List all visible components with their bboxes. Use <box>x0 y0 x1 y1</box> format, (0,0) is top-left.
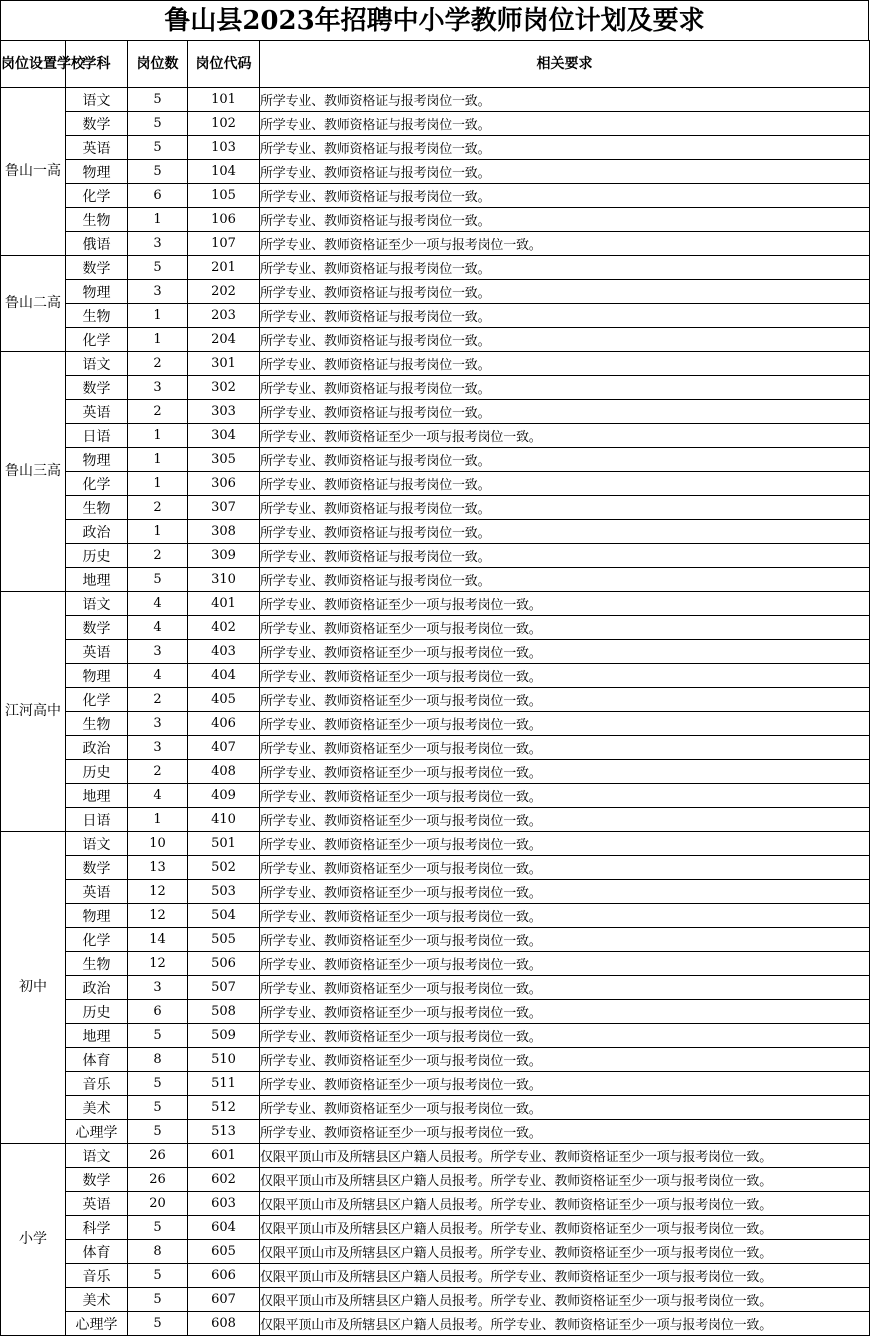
table-row <box>1 1288 870 1312</box>
table-row <box>1 808 870 832</box>
position-count-cell: 5 <box>128 1312 188 1336</box>
subject-cell: 物理 <box>66 448 128 472</box>
position-code-cell: 305 <box>188 448 260 472</box>
requirement-cell: 所学专业、教师资格证至少一项与报考岗位一致。 <box>260 880 870 904</box>
subject-cell: 数学 <box>66 616 128 640</box>
position-code-cell: 309 <box>188 544 260 568</box>
subject-cell: 日语 <box>66 424 128 448</box>
subject-cell: 体育 <box>66 1240 128 1264</box>
table-row <box>1 784 870 808</box>
position-code-cell: 509 <box>188 1024 260 1048</box>
subject-cell: 政治 <box>66 976 128 1000</box>
position-count-cell: 3 <box>128 640 188 664</box>
position-count-cell: 1 <box>128 808 188 832</box>
requirement-cell: 所学专业、教师资格证与报考岗位一致。 <box>260 160 870 184</box>
position-code-cell: 401 <box>188 592 260 616</box>
position-count-cell: 4 <box>128 592 188 616</box>
subject-cell: 化学 <box>66 688 128 712</box>
position-code-cell: 608 <box>188 1312 260 1336</box>
requirement-cell: 所学专业、教师资格证至少一项与报考岗位一致。 <box>260 736 870 760</box>
subject-cell: 语文 <box>66 352 128 376</box>
subject-cell: 化学 <box>66 928 128 952</box>
school-cell: 初中 <box>1 832 66 1144</box>
table-row <box>1 328 870 352</box>
requirement-cell: 所学专业、教师资格证至少一项与报考岗位一致。 <box>260 712 870 736</box>
table-row <box>1 1000 870 1024</box>
requirement-cell: 所学专业、教师资格证与报考岗位一致。 <box>260 208 870 232</box>
table-body <box>1 88 870 1336</box>
position-count-cell: 3 <box>128 280 188 304</box>
subject-cell: 物理 <box>66 160 128 184</box>
requirement-cell: 仅限平顶山市及所辖县区户籍人员报考。所学专业、教师资格证至少一项与报考岗位一致。 <box>260 1288 870 1312</box>
subject-cell: 化学 <box>66 328 128 352</box>
requirement-cell: 所学专业、教师资格证至少一项与报考岗位一致。 <box>260 976 870 1000</box>
subject-cell: 地理 <box>66 568 128 592</box>
requirement-cell: 所学专业、教师资格证至少一项与报考岗位一致。 <box>260 928 870 952</box>
table-row <box>1 616 870 640</box>
position-count-cell: 1 <box>128 208 188 232</box>
requirement-cell: 所学专业、教师资格证与报考岗位一致。 <box>260 88 870 112</box>
subject-cell: 物理 <box>66 280 128 304</box>
table-row <box>1 400 870 424</box>
requirement-cell: 所学专业、教师资格证与报考岗位一致。 <box>260 400 870 424</box>
position-code-cell: 410 <box>188 808 260 832</box>
position-count-cell: 5 <box>128 136 188 160</box>
position-count-cell: 5 <box>128 1072 188 1096</box>
requirement-cell: 所学专业、教师资格证至少一项与报考岗位一致。 <box>260 784 870 808</box>
subject-cell: 语文 <box>66 88 128 112</box>
table-row <box>1 448 870 472</box>
position-code-cell: 501 <box>188 832 260 856</box>
requirement-cell: 所学专业、教师资格证至少一项与报考岗位一致。 <box>260 232 870 256</box>
position-count-cell: 1 <box>128 448 188 472</box>
requirement-cell: 所学专业、教师资格证至少一项与报考岗位一致。 <box>260 760 870 784</box>
subject-cell: 生物 <box>66 712 128 736</box>
subject-cell: 数学 <box>66 1168 128 1192</box>
requirement-cell: 所学专业、教师资格证至少一项与报考岗位一致。 <box>260 856 870 880</box>
position-count-cell: 6 <box>128 1000 188 1024</box>
school-cell: 鲁山一高 <box>1 88 66 256</box>
position-code-cell: 302 <box>188 376 260 400</box>
requirement-cell: 所学专业、教师资格证至少一项与报考岗位一致。 <box>260 592 870 616</box>
position-count-cell: 1 <box>128 472 188 496</box>
table-row <box>1 136 870 160</box>
position-code-cell: 103 <box>188 136 260 160</box>
position-count-cell: 2 <box>128 400 188 424</box>
requirement-cell: 仅限平顶山市及所辖县区户籍人员报考。所学专业、教师资格证至少一项与报考岗位一致。 <box>260 1240 870 1264</box>
position-count-cell: 5 <box>128 160 188 184</box>
requirement-cell: 所学专业、教师资格证至少一项与报考岗位一致。 <box>260 664 870 688</box>
position-count-cell: 26 <box>128 1144 188 1168</box>
position-count-cell: 2 <box>128 352 188 376</box>
position-count-cell: 1 <box>128 520 188 544</box>
requirement-cell: 仅限平顶山市及所辖县区户籍人员报考。所学专业、教师资格证至少一项与报考岗位一致。 <box>260 1192 870 1216</box>
table-row <box>1 208 870 232</box>
table-row <box>1 712 870 736</box>
position-count-cell: 2 <box>128 544 188 568</box>
subject-cell: 化学 <box>66 184 128 208</box>
requirement-cell: 仅限平顶山市及所辖县区户籍人员报考。所学专业、教师资格证至少一项与报考岗位一致。 <box>260 1312 870 1336</box>
requirement-cell: 仅限平顶山市及所辖县区户籍人员报考。所学专业、教师资格证至少一项与报考岗位一致。 <box>260 1216 870 1240</box>
school-cell: 江河高中 <box>1 592 66 832</box>
table-row <box>1 280 870 304</box>
table-row <box>1 1240 870 1264</box>
table-row <box>1 1024 870 1048</box>
subject-cell: 数学 <box>66 256 128 280</box>
position-count-cell: 3 <box>128 232 188 256</box>
position-code-cell: 403 <box>188 640 260 664</box>
subject-cell: 科学 <box>66 1216 128 1240</box>
position-code-cell: 407 <box>188 736 260 760</box>
position-code-cell: 307 <box>188 496 260 520</box>
table-row <box>1 424 870 448</box>
position-count-cell: 10 <box>128 832 188 856</box>
position-count-cell: 14 <box>128 928 188 952</box>
requirement-cell: 所学专业、教师资格证至少一项与报考岗位一致。 <box>260 808 870 832</box>
position-count-cell: 4 <box>128 616 188 640</box>
position-code-cell: 507 <box>188 976 260 1000</box>
subject-cell: 语文 <box>66 832 128 856</box>
position-count-cell: 8 <box>128 1048 188 1072</box>
page-title: 鲁山县2023年招聘中小学教师岗位计划及要求 <box>0 0 869 40</box>
position-count-cell: 5 <box>128 1216 188 1240</box>
requirement-cell: 所学专业、教师资格证至少一项与报考岗位一致。 <box>260 1000 870 1024</box>
table-row <box>1 1144 870 1168</box>
subject-cell: 历史 <box>66 760 128 784</box>
requirement-cell: 所学专业、教师资格证至少一项与报考岗位一致。 <box>260 616 870 640</box>
subject-cell: 美术 <box>66 1288 128 1312</box>
position-count-cell: 5 <box>128 88 188 112</box>
position-code-cell: 406 <box>188 712 260 736</box>
position-code-cell: 510 <box>188 1048 260 1072</box>
table-row <box>1 232 870 256</box>
table-row <box>1 904 870 928</box>
requirement-cell: 所学专业、教师资格证至少一项与报考岗位一致。 <box>260 1120 870 1144</box>
requirement-cell: 所学专业、教师资格证与报考岗位一致。 <box>260 136 870 160</box>
requirement-cell: 所学专业、教师资格证与报考岗位一致。 <box>260 280 870 304</box>
recruitment-table <box>0 40 870 1336</box>
subject-cell: 化学 <box>66 472 128 496</box>
subject-cell: 政治 <box>66 520 128 544</box>
table-row <box>1 880 870 904</box>
subject-cell: 政治 <box>66 736 128 760</box>
requirement-cell: 所学专业、教师资格证至少一项与报考岗位一致。 <box>260 424 870 448</box>
position-code-cell: 102 <box>188 112 260 136</box>
position-code-cell: 513 <box>188 1120 260 1144</box>
position-count-cell: 4 <box>128 784 188 808</box>
position-count-cell: 5 <box>128 1288 188 1312</box>
position-count-cell: 3 <box>128 736 188 760</box>
requirement-cell: 所学专业、教师资格证与报考岗位一致。 <box>260 256 870 280</box>
subject-cell: 音乐 <box>66 1072 128 1096</box>
subject-cell: 英语 <box>66 880 128 904</box>
header-count: 岗位数 <box>128 41 188 88</box>
table-row <box>1 472 870 496</box>
subject-cell: 生物 <box>66 208 128 232</box>
requirement-cell: 所学专业、教师资格证至少一项与报考岗位一致。 <box>260 1096 870 1120</box>
requirement-cell: 仅限平顶山市及所辖县区户籍人员报考。所学专业、教师资格证至少一项与报考岗位一致。 <box>260 1168 870 1192</box>
position-count-cell: 5 <box>128 256 188 280</box>
requirement-cell: 所学专业、教师资格证至少一项与报考岗位一致。 <box>260 1072 870 1096</box>
position-count-cell: 5 <box>128 112 188 136</box>
table-row <box>1 856 870 880</box>
header-school: 岗位设置学校 <box>1 41 66 88</box>
position-code-cell: 606 <box>188 1264 260 1288</box>
subject-cell: 英语 <box>66 400 128 424</box>
requirement-cell: 所学专业、教师资格证与报考岗位一致。 <box>260 352 870 376</box>
table-row <box>1 1120 870 1144</box>
table-row <box>1 976 870 1000</box>
table-row <box>1 592 870 616</box>
position-count-cell: 8 <box>128 1240 188 1264</box>
position-count-cell: 4 <box>128 664 188 688</box>
requirement-cell: 所学专业、教师资格证至少一项与报考岗位一致。 <box>260 832 870 856</box>
position-code-cell: 508 <box>188 1000 260 1024</box>
subject-cell: 体育 <box>66 1048 128 1072</box>
position-code-cell: 301 <box>188 352 260 376</box>
requirement-cell: 所学专业、教师资格证至少一项与报考岗位一致。 <box>260 1048 870 1072</box>
header-code: 岗位代码 <box>188 41 260 88</box>
subject-cell: 英语 <box>66 136 128 160</box>
subject-cell: 语文 <box>66 1144 128 1168</box>
position-count-cell: 1 <box>128 328 188 352</box>
subject-cell: 语文 <box>66 592 128 616</box>
position-code-cell: 104 <box>188 160 260 184</box>
position-code-cell: 202 <box>188 280 260 304</box>
subject-cell: 地理 <box>66 784 128 808</box>
requirement-cell: 所学专业、教师资格证与报考岗位一致。 <box>260 112 870 136</box>
requirement-cell: 所学专业、教师资格证与报考岗位一致。 <box>260 496 870 520</box>
requirement-cell: 仅限平顶山市及所辖县区户籍人员报考。所学专业、教师资格证至少一项与报考岗位一致。 <box>260 1144 870 1168</box>
position-code-cell: 107 <box>188 232 260 256</box>
position-code-cell: 306 <box>188 472 260 496</box>
table-row <box>1 88 870 112</box>
requirement-cell: 所学专业、教师资格证至少一项与报考岗位一致。 <box>260 904 870 928</box>
subject-cell: 物理 <box>66 664 128 688</box>
table-row <box>1 688 870 712</box>
header-requirement: 相关要求 <box>260 41 870 88</box>
table-row <box>1 352 870 376</box>
subject-cell: 英语 <box>66 640 128 664</box>
subject-cell: 日语 <box>66 808 128 832</box>
school-cell: 鲁山二高 <box>1 256 66 352</box>
subject-cell: 地理 <box>66 1024 128 1048</box>
subject-cell: 俄语 <box>66 232 128 256</box>
table-row <box>1 1072 870 1096</box>
position-code-cell: 504 <box>188 904 260 928</box>
school-cell: 小学 <box>1 1144 66 1336</box>
table-row <box>1 1192 870 1216</box>
position-code-cell: 603 <box>188 1192 260 1216</box>
position-code-cell: 511 <box>188 1072 260 1096</box>
position-count-cell: 1 <box>128 304 188 328</box>
position-count-cell: 13 <box>128 856 188 880</box>
position-count-cell: 5 <box>128 1024 188 1048</box>
position-code-cell: 204 <box>188 328 260 352</box>
table-row <box>1 1168 870 1192</box>
position-code-cell: 601 <box>188 1144 260 1168</box>
position-code-cell: 409 <box>188 784 260 808</box>
table-row <box>1 928 870 952</box>
subject-cell: 物理 <box>66 904 128 928</box>
table-row <box>1 376 870 400</box>
subject-cell: 生物 <box>66 952 128 976</box>
position-count-cell: 3 <box>128 976 188 1000</box>
position-code-cell: 405 <box>188 688 260 712</box>
subject-cell: 心理学 <box>66 1120 128 1144</box>
requirement-cell: 所学专业、教师资格证至少一项与报考岗位一致。 <box>260 1024 870 1048</box>
requirement-cell: 所学专业、教师资格证至少一项与报考岗位一致。 <box>260 688 870 712</box>
requirement-cell: 所学专业、教师资格证与报考岗位一致。 <box>260 448 870 472</box>
position-count-cell: 2 <box>128 496 188 520</box>
requirement-cell: 所学专业、教师资格证与报考岗位一致。 <box>260 304 870 328</box>
position-code-cell: 106 <box>188 208 260 232</box>
position-code-cell: 101 <box>188 88 260 112</box>
table-row <box>1 160 870 184</box>
position-count-cell: 2 <box>128 688 188 712</box>
requirement-cell: 所学专业、教师资格证至少一项与报考岗位一致。 <box>260 640 870 664</box>
table-row <box>1 736 870 760</box>
subject-cell: 音乐 <box>66 1264 128 1288</box>
position-code-cell: 404 <box>188 664 260 688</box>
position-code-cell: 604 <box>188 1216 260 1240</box>
position-code-cell: 605 <box>188 1240 260 1264</box>
requirement-cell: 所学专业、教师资格证与报考岗位一致。 <box>260 568 870 592</box>
requirement-cell: 所学专业、教师资格证与报考岗位一致。 <box>260 544 870 568</box>
header-subject: 学科 <box>66 41 128 88</box>
table-row <box>1 760 870 784</box>
table-header-row <box>1 41 870 88</box>
position-count-cell: 5 <box>128 1120 188 1144</box>
requirement-cell: 所学专业、教师资格证与报考岗位一致。 <box>260 184 870 208</box>
table-row <box>1 952 870 976</box>
requirement-cell: 所学专业、教师资格证与报考岗位一致。 <box>260 520 870 544</box>
table-row <box>1 1096 870 1120</box>
position-code-cell: 308 <box>188 520 260 544</box>
position-code-cell: 303 <box>188 400 260 424</box>
position-code-cell: 310 <box>188 568 260 592</box>
position-count-cell: 12 <box>128 880 188 904</box>
position-code-cell: 602 <box>188 1168 260 1192</box>
position-count-cell: 20 <box>128 1192 188 1216</box>
subject-cell: 数学 <box>66 856 128 880</box>
subject-cell: 英语 <box>66 1192 128 1216</box>
position-code-cell: 105 <box>188 184 260 208</box>
position-code-cell: 607 <box>188 1288 260 1312</box>
requirement-cell: 仅限平顶山市及所辖县区户籍人员报考。所学专业、教师资格证至少一项与报考岗位一致。 <box>260 1264 870 1288</box>
school-cell: 鲁山三高 <box>1 352 66 592</box>
table-row <box>1 112 870 136</box>
position-count-cell: 26 <box>128 1168 188 1192</box>
requirement-cell: 所学专业、教师资格证至少一项与报考岗位一致。 <box>260 952 870 976</box>
table-row <box>1 664 870 688</box>
position-count-cell: 3 <box>128 376 188 400</box>
requirement-cell: 所学专业、教师资格证与报考岗位一致。 <box>260 328 870 352</box>
table-row <box>1 568 870 592</box>
table-row <box>1 184 870 208</box>
position-code-cell: 506 <box>188 952 260 976</box>
table-row <box>1 520 870 544</box>
table-row <box>1 1048 870 1072</box>
position-count-cell: 12 <box>128 952 188 976</box>
position-count-cell: 5 <box>128 1264 188 1288</box>
position-count-cell: 1 <box>128 424 188 448</box>
position-code-cell: 203 <box>188 304 260 328</box>
requirement-cell: 所学专业、教师资格证与报考岗位一致。 <box>260 376 870 400</box>
subject-cell: 生物 <box>66 496 128 520</box>
position-code-cell: 201 <box>188 256 260 280</box>
table-row <box>1 304 870 328</box>
position-count-cell: 12 <box>128 904 188 928</box>
position-code-cell: 304 <box>188 424 260 448</box>
position-count-cell: 3 <box>128 712 188 736</box>
position-code-cell: 503 <box>188 880 260 904</box>
subject-cell: 数学 <box>66 376 128 400</box>
position-code-cell: 505 <box>188 928 260 952</box>
position-count-cell: 5 <box>128 568 188 592</box>
position-count-cell: 6 <box>128 184 188 208</box>
requirement-cell: 所学专业、教师资格证与报考岗位一致。 <box>260 472 870 496</box>
table-row <box>1 544 870 568</box>
subject-cell: 生物 <box>66 304 128 328</box>
subject-cell: 心理学 <box>66 1312 128 1336</box>
position-code-cell: 408 <box>188 760 260 784</box>
subject-cell: 历史 <box>66 544 128 568</box>
table-row <box>1 1216 870 1240</box>
table-row <box>1 496 870 520</box>
subject-cell: 美术 <box>66 1096 128 1120</box>
position-code-cell: 402 <box>188 616 260 640</box>
table-row <box>1 1264 870 1288</box>
subject-cell: 数学 <box>66 112 128 136</box>
position-count-cell: 2 <box>128 760 188 784</box>
table-row <box>1 640 870 664</box>
position-count-cell: 5 <box>128 1096 188 1120</box>
position-code-cell: 512 <box>188 1096 260 1120</box>
table-row <box>1 832 870 856</box>
table-row <box>1 256 870 280</box>
subject-cell: 历史 <box>66 1000 128 1024</box>
table-row <box>1 1312 870 1336</box>
position-code-cell: 502 <box>188 856 260 880</box>
